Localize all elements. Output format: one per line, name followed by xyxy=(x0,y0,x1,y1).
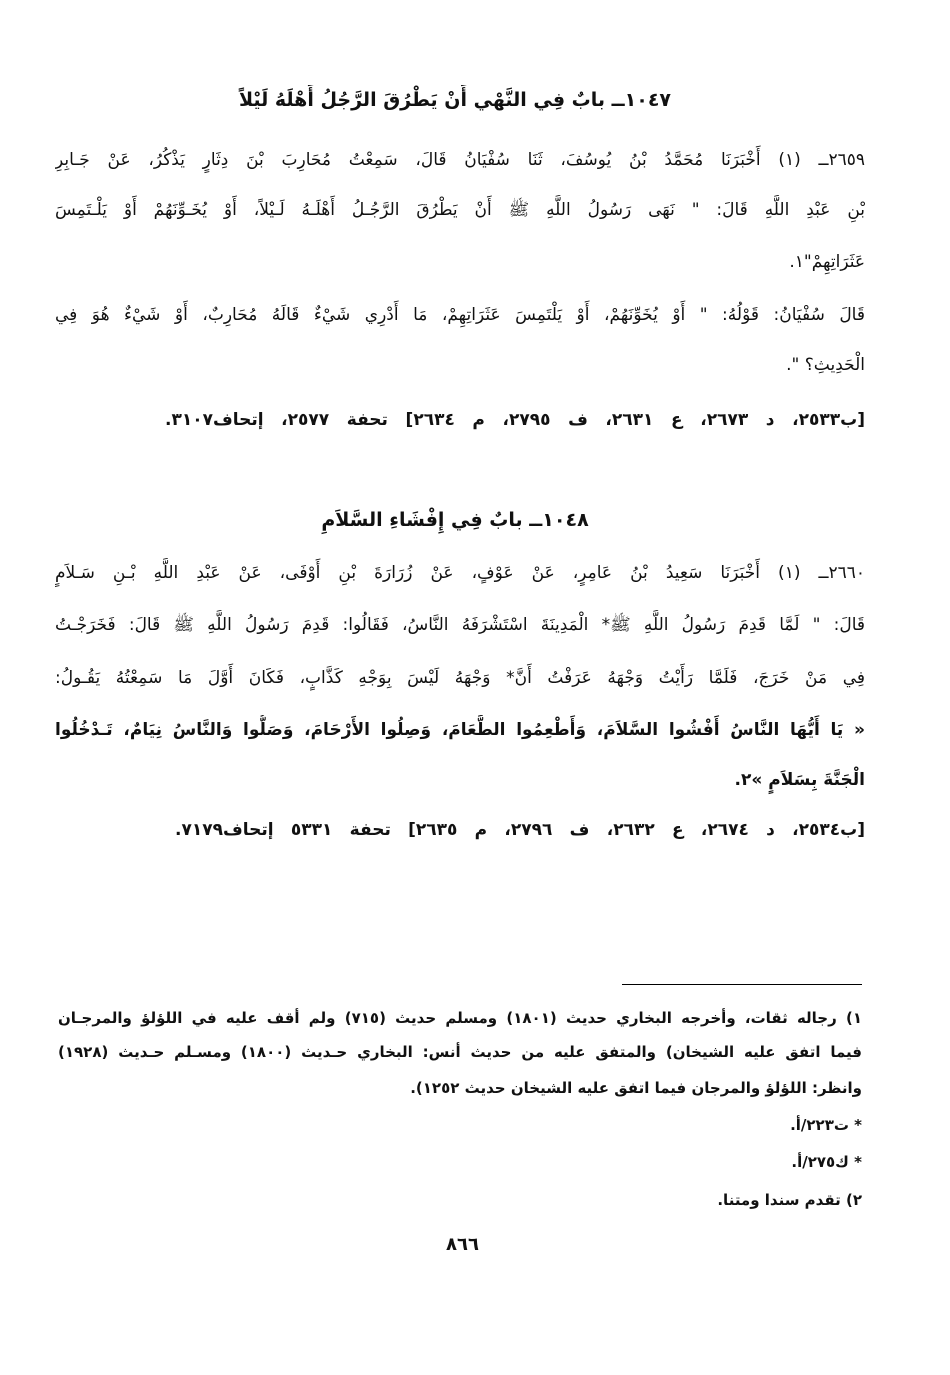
hadith-text-line: عَثَرَاتِهِمْ"١. xyxy=(789,252,865,272)
hadith-text-line: الْحَدِيثِ؟ ". xyxy=(786,355,865,375)
hadith-text-line: قَالَ سُفْيَانُ: قَوْلُهُ: " أَوْ يُخَوِّنَهُمْ، أَوْ يَلْتَمِسَ عَثَرَاتِهِمْ، مَا أَدْرِي شَيْءٌ قَالَهُ مُحَارِبٌ، أَوْ شَيْءٌ هُوَ فِي xyxy=(55,305,865,325)
chapter-heading: ١٠٤٨ــ بابٌ فِي إِفْشَاءِ السَّلاَمِ xyxy=(321,509,589,531)
hadith-quote-line: الْجَنَّةَ بِسَلاَمٍ »٢. xyxy=(734,770,865,790)
footnote-line: فيما اتفق عليه الشيخان) والمتفق عليه من حديث أنس: البخاري حـديث (١٨٠٠) ومسـلم حـديث (١٩٢٨) xyxy=(58,1043,862,1061)
footnote-line: ٢) تقدم سندا ومتنا. xyxy=(717,1191,862,1209)
hadith-text-line: بْنِ عَبْدِ اللَّهِ قَالَ: " نَهَى رَسُولُ اللَّهِ ﷺ أَنْ يَطْرُقَ الرَّجُـلُ أَهْلَـهُ لَـيْلاً، أَوْ يُخَـوِّنَهُمْ أَوْ يَلْـتَمِسَ xyxy=(55,200,865,220)
chapter-heading: ١٠٤٧ــ بابٌ فِي النَّهْي أَنْ يَطْرُقَ الرَّجُلُ أَهْلَهُ لَيْلاً xyxy=(238,89,672,111)
hadith-quote-line: « يَا أَيُّهَا النَّاسُ أَفْشُوا السَّلاَمَ، وَأَطْعِمُوا الطَّعَامَ، وَصِلُوا الأَرْحَامَ، وَصَلُّوا وَالنَّاسُ نِيَامٌ، تَـدْخُلُوا xyxy=(55,720,865,740)
hadith-text-line: قَالَ: " لَمَّا قَدِمَ رَسُولُ اللَّهِ ﷺ* الْمَدِينَةَ اسْتَشْرَفَهُ النَّاسُ، فَقَالُوا: قَدِمَ رَسُولُ اللَّهِ ﷺ قَالَ: فَخَرَجْـتُ xyxy=(55,615,865,635)
footnote-line: * ك٢٧٥/أ. xyxy=(791,1153,862,1171)
citation-line: [ب٢٥٣٣، د ٢٦٧٣، ع ٢٦٣١، ف ٢٧٩٥، م ٢٦٣٤] تحفة ٢٥٧٧، إتحاف٣١٠٧. xyxy=(165,410,865,430)
footnote-line: ١) رجاله ثقات، وأخرجه البخاري حديث (١٨٠١) ومسلم حديث (٧١٥) ولم أقف عليه في اللؤلؤ والمرجـان xyxy=(58,1009,862,1027)
hadith-text-line: ٢٦٥٩ــ (١) أَخْبَرَنَا مُحَمَّدُ بْنُ يُوسُفَ، ثَنَا سُفْيَانُ قَالَ، سَمِعْتُ مُحَارِبَ بْنَ دِثَارٍ يَذْكُرُ، عَنْ جَـابِرِ xyxy=(55,150,865,170)
footnote-line: وانظر: اللؤلؤ والمرجان فيما اتفق عليه الشيخان حديث ١٢٥٢). xyxy=(410,1079,862,1097)
citation-line: [ب٢٥٣٤، د ٢٦٧٤، ع ٢٦٣٢، ف ٢٧٩٦، م ٢٦٣٥] تحفة ٥٣٣١ إتحاف٧١٧٩. xyxy=(175,820,865,840)
footnote-separator xyxy=(622,984,862,985)
footnote-line: * ت٢٢٣/أ. xyxy=(790,1116,862,1134)
hadith-text-line: فِي مَنْ خَرَجَ، فَلَمَّا رَأَيْتُ وَجْهَهُ عَرَفْتُ أَنَّ* وَجْهَهُ لَيْسَ بِوَجْهِ كَذَّابٍ، فَكَانَ أَوَّلَ مَا سَمِعْتُهُ يَقُـولُ: xyxy=(55,668,865,688)
hadith-text-line: ٢٦٦٠ــ (١) أَخْبَرَنَا سَعِيدُ بْنُ عَامِرٍ، عَنْ عَوْفٍ، عَنْ زُرَارَةَ بْنِ أَوْفَى، عَنْ عَبْدِ اللَّهِ بْـنِ سَـلاَمٍ xyxy=(55,563,865,583)
page-number: ٨٦٦ xyxy=(446,1234,479,1255)
